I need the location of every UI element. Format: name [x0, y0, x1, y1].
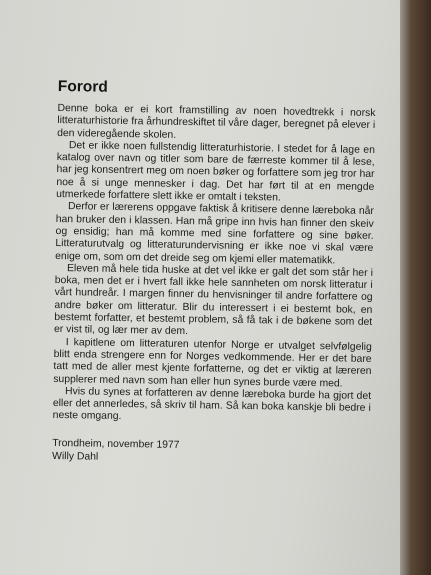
- preface-paragraph-4: Eleven må hele tida huske at det vel ikke er galt det som står her i boka, men det er i hvert fall ikke hele sannheten om norsk litteratur i vårt hundreår. I margen finner du henvisninger til andre forfattere og andre bøker om litteratur. Blir du interessert i ei bestemt bok, en bestemt forfatter, et bestemt problem, så få tak i de bøkene som det er vist til, og lær mer av dem.: [53, 263, 374, 338]
- preface-text-block: [52, 78, 376, 468]
- preface-paragraph-2: Det er ikke noen fullstendig litteraturhistorie. I stedet for å lage en katalog over navn og titler som bare de færreste kommer til å lese, har jeg konsentrert meg om noen bøker og forfattere som jeg tror har noe å si unge mennesker i dag. Det har ført til at en mengde utmerkede forfattere slett ikke er omtalt i teksten.: [56, 140, 375, 204]
- preface-title: Forord: [57, 78, 108, 96]
- preface-paragraph-3: Derfor er lærerens oppgave faktisk å kritisere denne læreboka når han bruker den i klassen. Han må gripe inn hvis han finner den skeiv og ensidig; han må komme med sine forfattere og sine bøker. Litteraturutvalg og litteraturundervisning er ikke noe vi skal være enige om, som om det dreide seg om kjemi eller matematikk.: [55, 201, 375, 266]
- preface-paragraph-5: I kapitlene om litteraturen utenfor Norge er utvalget selvfølgelig blitt enda strengere enn for Norges vedkommende. Her er det bare tatt med de aller mest kjente forfatterne, og det er viktig at læreren supplerer med navn som han eller hun synes burde være med.: [53, 336, 372, 390]
- place-date: Trondheim, november 1977: [52, 437, 180, 451]
- page-edge-shadow: [400, 0, 431, 575]
- preface-paragraph-1: Denne boka er ei kort framstilling av noen hovedtrekk i norsk litteraturhistorie fra århundreskiftet til våre dager, beregnet på elever i den videregående skolen.: [57, 102, 376, 141]
- signature-block: [52, 437, 370, 468]
- preface-paragraph-6: Hvis du synes at forfatteren av denne læreboka burde ha gjort det eller det annerledes, så skriv til ham. Så kan boka kanskje bli bedre i neste omgang.: [52, 385, 372, 423]
- author-name: Willy Dahl: [51, 450, 99, 463]
